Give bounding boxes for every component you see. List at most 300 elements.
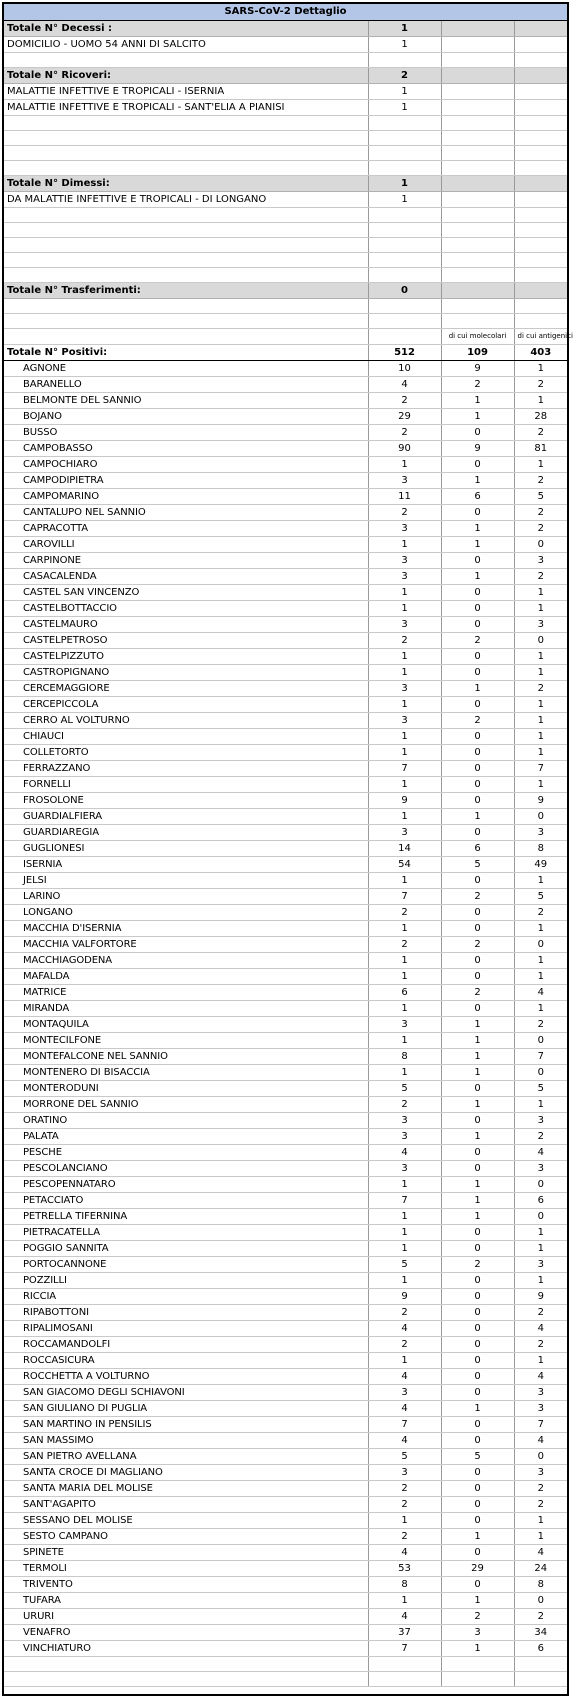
comune-total: 10 (368, 360, 441, 376)
comune-row (4, 1144, 567, 1160)
comune-molecolari: 0 (441, 1000, 514, 1016)
comune-row (4, 488, 567, 504)
comune-antigenici: 3 (514, 1256, 567, 1272)
comune-molecolari: 0 (441, 1112, 514, 1128)
comune-total: 7 (368, 1416, 441, 1432)
comune-name: MONTERODUNI (4, 1080, 368, 1096)
comune-molecolari: 2 (441, 1256, 514, 1272)
comune-row (4, 664, 567, 680)
comune-total: 4 (368, 376, 441, 392)
empty-row (4, 145, 567, 160)
comune-total: 1 (368, 664, 441, 680)
comune-total: 7 (368, 1192, 441, 1208)
comune-row (4, 536, 567, 552)
comune-total: 3 (368, 1384, 441, 1400)
comune-antigenici: 3 (514, 1400, 567, 1416)
comune-name: CAMPOBASSO (4, 440, 368, 456)
comune-antigenici: 6 (514, 1192, 567, 1208)
comune-molecolari: 0 (441, 776, 514, 792)
comune-row (4, 1544, 567, 1560)
comune-antigenici: 0 (514, 808, 567, 824)
comune-name: VINCHIATURO (4, 1640, 368, 1656)
comune-row (4, 1016, 567, 1032)
comune-name: CERCEPICCOLA (4, 696, 368, 712)
comune-antigenici: 1 (514, 1240, 567, 1256)
comune-row (4, 840, 567, 856)
comune-molecolari: 2 (441, 1608, 514, 1624)
comune-total: 1 (368, 696, 441, 712)
comune-total: 1 (368, 1032, 441, 1048)
comune-total: 11 (368, 488, 441, 504)
comune-molecolari: 0 (441, 696, 514, 712)
comune-row (4, 1608, 567, 1624)
comune-total: 4 (368, 1608, 441, 1624)
comune-molecolari: 0 (441, 456, 514, 472)
comune-total: 3 (368, 568, 441, 584)
comune-molecolari: 0 (441, 1304, 514, 1320)
ricoveri-total-row (4, 67, 567, 83)
comune-antigenici: 1 (514, 1000, 567, 1016)
positivi-antigenici-total: 403 (514, 344, 567, 360)
comune-molecolari: 0 (441, 600, 514, 616)
comune-molecolari: 0 (441, 616, 514, 632)
comune-total: 1 (368, 968, 441, 984)
comune-name: TERMOLI (4, 1560, 368, 1576)
comune-name: SAN GIULIANO DI PUGLIA (4, 1400, 368, 1416)
comune-row (4, 792, 567, 808)
comune-antigenici: 9 (514, 792, 567, 808)
comune-total: 4 (368, 1144, 441, 1160)
comune-antigenici: 4 (514, 1368, 567, 1384)
comune-name: TRIVENTO (4, 1576, 368, 1592)
comune-name: CASTELPIZZUTO (4, 648, 368, 664)
comune-molecolari: 0 (441, 1288, 514, 1304)
empty-row (4, 222, 567, 237)
comune-total: 9 (368, 1288, 441, 1304)
comune-antigenici: 1 (514, 776, 567, 792)
comune-antigenici: 3 (514, 824, 567, 840)
positivi-label: Totale N° Positivi: (4, 344, 368, 360)
comune-row (4, 1064, 567, 1080)
comune-antigenici: 1 (514, 952, 567, 968)
comune-total: 1 (368, 584, 441, 600)
comune-row (4, 1464, 567, 1480)
comune-name: BUSSO (4, 424, 368, 440)
comune-name: PALATA (4, 1128, 368, 1144)
comune-row (4, 1096, 567, 1112)
comune-name: FERRAZZANO (4, 760, 368, 776)
comune-total: 53 (368, 1560, 441, 1576)
comune-molecolari: 0 (441, 760, 514, 776)
comune-row (4, 1400, 567, 1416)
comune-total: 1 (368, 1176, 441, 1192)
comune-total: 1 (368, 952, 441, 968)
comune-name: POZZILLI (4, 1272, 368, 1288)
comune-molecolari: 0 (441, 1352, 514, 1368)
empty-row (4, 1671, 567, 1686)
comune-total: 2 (368, 1336, 441, 1352)
comune-name: SANT'AGAPITO (4, 1496, 368, 1512)
dimessi-item-value: 1 (368, 191, 441, 207)
comune-antigenici: 4 (514, 1144, 567, 1160)
comune-total: 1 (368, 776, 441, 792)
comune-total: 90 (368, 440, 441, 456)
comune-molecolari: 0 (441, 968, 514, 984)
comune-row (4, 1320, 567, 1336)
comune-antigenici: 4 (514, 1432, 567, 1448)
comune-antigenici: 3 (514, 1112, 567, 1128)
comune-molecolari: 2 (441, 376, 514, 392)
comune-name: CAMPODIPIETRA (4, 472, 368, 488)
comune-row (4, 968, 567, 984)
ricoveri-total: 2 (368, 67, 441, 83)
comune-molecolari: 1 (441, 808, 514, 824)
comune-name: MACCHIAGODENA (4, 952, 368, 968)
comune-antigenici: 4 (514, 1544, 567, 1560)
comune-total: 1 (368, 1064, 441, 1080)
comune-antigenici: 0 (514, 1032, 567, 1048)
comune-molecolari: 1 (441, 1208, 514, 1224)
comune-name: URURI (4, 1608, 368, 1624)
comune-molecolari: 1 (441, 1128, 514, 1144)
comune-molecolari: 1 (441, 472, 514, 488)
detail-table-body (4, 4, 573, 1686)
comune-total: 2 (368, 392, 441, 408)
comune-row (4, 776, 567, 792)
comune-antigenici: 3 (514, 616, 567, 632)
comune-row (4, 1032, 567, 1048)
decessi-total: 1 (368, 20, 441, 36)
comune-row (4, 1480, 567, 1496)
comune-antigenici: 5 (514, 1080, 567, 1096)
comune-total: 37 (368, 1624, 441, 1640)
empty-row (4, 52, 567, 67)
comune-name: MORRONE DEL SANNIO (4, 1096, 368, 1112)
ricoveri-item-value: 1 (368, 83, 441, 99)
comune-name: MATRICE (4, 984, 368, 1000)
comune-row (4, 1080, 567, 1096)
ricoveri-item-label: MALATTIE INFETTIVE E TROPICALI - ISERNIA (4, 83, 368, 99)
comune-name: ROCCAMANDOLFI (4, 1336, 368, 1352)
comune-total: 3 (368, 1128, 441, 1144)
comune-row (4, 920, 567, 936)
comune-antigenici: 3 (514, 1464, 567, 1480)
comune-total: 3 (368, 1112, 441, 1128)
comune-antigenici: 1 (514, 1272, 567, 1288)
comune-row (4, 744, 567, 760)
comune-name: MAFALDA (4, 968, 368, 984)
ricoveri-item-value: 1 (368, 99, 441, 115)
col-header-molecolari: di cui molecolari (441, 328, 514, 344)
comune-row (4, 424, 567, 440)
comune-name: MIRANDA (4, 1000, 368, 1016)
empty-row (4, 313, 567, 328)
comune-antigenici: 4 (514, 1320, 567, 1336)
comune-molecolari: 0 (441, 952, 514, 968)
comune-name: BOJANO (4, 408, 368, 424)
comune-molecolari: 0 (441, 1416, 514, 1432)
comune-molecolari: 0 (441, 1384, 514, 1400)
comune-total: 1 (368, 872, 441, 888)
comune-molecolari: 0 (441, 1544, 514, 1560)
comune-molecolari: 0 (441, 1272, 514, 1288)
ricoveri-item (4, 83, 567, 99)
comune-name: SAN MARTINO IN PENSILIS (4, 1416, 368, 1432)
comune-total: 7 (368, 760, 441, 776)
comune-row (4, 584, 567, 600)
comune-name: CASTEL SAN VINCENZO (4, 584, 368, 600)
comune-antigenici: 2 (514, 1304, 567, 1320)
comune-name: MACCHIA VALFORTORE (4, 936, 368, 952)
comune-antigenici: 0 (514, 936, 567, 952)
comune-row (4, 552, 567, 568)
comune-molecolari: 0 (441, 552, 514, 568)
comune-antigenici: 0 (514, 1592, 567, 1608)
comune-name: PETRELLA TIFERNINA (4, 1208, 368, 1224)
comune-molecolari: 6 (441, 488, 514, 504)
comune-name: RICCIA (4, 1288, 368, 1304)
comune-row (4, 1128, 567, 1144)
comune-total: 1 (368, 808, 441, 824)
comune-molecolari: 2 (441, 984, 514, 1000)
comune-total: 2 (368, 1096, 441, 1112)
comune-row (4, 1160, 567, 1176)
comune-molecolari: 1 (441, 392, 514, 408)
comune-name: PORTOCANNONE (4, 1256, 368, 1272)
comune-antigenici: 9 (514, 1288, 567, 1304)
comune-antigenici: 2 (514, 1608, 567, 1624)
comune-antigenici: 1 (514, 392, 567, 408)
comune-total: 1 (368, 1352, 441, 1368)
decessi-label: Totale N° Decessi : (4, 20, 368, 36)
col-header-antigenici: di cui antigenici (514, 328, 567, 344)
comune-row (4, 888, 567, 904)
comune-total: 3 (368, 712, 441, 728)
comune-total: 2 (368, 1528, 441, 1544)
comune-total: 4 (368, 1544, 441, 1560)
comune-row (4, 1208, 567, 1224)
comune-row (4, 696, 567, 712)
comune-molecolari: 1 (441, 1064, 514, 1080)
comune-molecolari: 1 (441, 520, 514, 536)
comune-row (4, 760, 567, 776)
comune-antigenici: 1 (514, 744, 567, 760)
comune-antigenici: 34 (514, 1624, 567, 1640)
comune-name: LARINO (4, 888, 368, 904)
comune-row (4, 904, 567, 920)
comune-row (4, 1192, 567, 1208)
comune-molecolari: 1 (441, 1048, 514, 1064)
comune-name: JELSI (4, 872, 368, 888)
comune-row (4, 1432, 567, 1448)
comune-row (4, 472, 567, 488)
comune-molecolari: 0 (441, 424, 514, 440)
comune-row (4, 728, 567, 744)
dimessi-item (4, 191, 567, 207)
comune-name: MONTEFALCONE NEL SANNIO (4, 1048, 368, 1064)
comune-antigenici: 2 (514, 1016, 567, 1032)
comune-name: LONGANO (4, 904, 368, 920)
comune-antigenici: 0 (514, 632, 567, 648)
comune-antigenici: 8 (514, 1576, 567, 1592)
comune-row (4, 360, 567, 376)
comune-molecolari: 2 (441, 712, 514, 728)
comune-antigenici: 4 (514, 984, 567, 1000)
dimessi-total: 1 (368, 175, 441, 191)
comune-antigenici: 24 (514, 1560, 567, 1576)
comune-row (4, 456, 567, 472)
positivi-column-header-row (4, 328, 567, 344)
comune-total: 8 (368, 1576, 441, 1592)
comune-row (4, 872, 567, 888)
empty-row (4, 267, 567, 282)
comune-antigenici: 6 (514, 1640, 567, 1656)
comune-name: MACCHIA D'ISERNIA (4, 920, 368, 936)
comune-molecolari: 0 (441, 1480, 514, 1496)
empty-row (4, 160, 567, 175)
comune-total: 1 (368, 1512, 441, 1528)
comune-total: 3 (368, 680, 441, 696)
comune-name: MONTAQUILA (4, 1016, 368, 1032)
comune-molecolari: 1 (441, 1016, 514, 1032)
comune-molecolari: 0 (441, 664, 514, 680)
comune-molecolari: 0 (441, 872, 514, 888)
comune-total: 54 (368, 856, 441, 872)
comune-total: 3 (368, 520, 441, 536)
comune-antigenici: 2 (514, 472, 567, 488)
comune-antigenici: 2 (514, 520, 567, 536)
comune-name: PESCHE (4, 1144, 368, 1160)
comune-total: 1 (368, 728, 441, 744)
comune-name: RIPALIMOSANI (4, 1320, 368, 1336)
comune-molecolari: 0 (441, 1160, 514, 1176)
comune-antigenici: 49 (514, 856, 567, 872)
comune-antigenici: 1 (514, 920, 567, 936)
comune-molecolari: 0 (441, 728, 514, 744)
comune-molecolari: 1 (441, 1640, 514, 1656)
comune-total: 4 (368, 1368, 441, 1384)
comune-molecolari: 1 (441, 1528, 514, 1544)
comune-total: 29 (368, 408, 441, 424)
comune-antigenici: 1 (514, 648, 567, 664)
trasferimenti-total-row (4, 282, 567, 298)
comune-name: POGGIO SANNITA (4, 1240, 368, 1256)
comune-total: 3 (368, 552, 441, 568)
comune-molecolari: 0 (441, 1464, 514, 1480)
comune-row (4, 1240, 567, 1256)
comune-antigenici: 7 (514, 760, 567, 776)
comune-molecolari: 0 (441, 744, 514, 760)
comune-name: SPINETE (4, 1544, 368, 1560)
comune-row (4, 1592, 567, 1608)
comune-antigenici: 2 (514, 424, 567, 440)
comune-molecolari: 2 (441, 888, 514, 904)
comune-name: CAMPOMARINO (4, 488, 368, 504)
comune-antigenici: 3 (514, 552, 567, 568)
ricoveri-label: Totale N° Ricoveri: (4, 67, 368, 83)
comune-antigenici: 1 (514, 456, 567, 472)
comune-total: 9 (368, 792, 441, 808)
comune-total: 4 (368, 1400, 441, 1416)
comune-name: AGNONE (4, 360, 368, 376)
comune-name: GUARDIALFIERA (4, 808, 368, 824)
comune-total: 1 (368, 1240, 441, 1256)
comune-molecolari: 2 (441, 632, 514, 648)
comune-antigenici: 0 (514, 536, 567, 552)
comune-molecolari: 29 (441, 1560, 514, 1576)
comune-antigenici: 1 (514, 664, 567, 680)
comune-molecolari: 0 (441, 648, 514, 664)
comune-total: 1 (368, 920, 441, 936)
comune-total: 8 (368, 1048, 441, 1064)
comune-row (4, 952, 567, 968)
comune-antigenici: 5 (514, 888, 567, 904)
comune-name: SAN PIETRO AVELLANA (4, 1448, 368, 1464)
comune-row (4, 392, 567, 408)
comune-total: 1 (368, 1224, 441, 1240)
comune-total: 2 (368, 1496, 441, 1512)
comune-total: 2 (368, 1304, 441, 1320)
comune-molecolari: 1 (441, 1192, 514, 1208)
comune-molecolari: 1 (441, 536, 514, 552)
comune-name: SANTA MARIA DEL MOLISE (4, 1480, 368, 1496)
comune-name: MONTECILFONE (4, 1032, 368, 1048)
comune-molecolari: 3 (441, 1624, 514, 1640)
comune-total: 2 (368, 904, 441, 920)
comune-antigenici: 2 (514, 1480, 567, 1496)
comune-name: CAMPOCHIARO (4, 456, 368, 472)
comune-antigenici: 81 (514, 440, 567, 456)
comune-name: SAN GIACOMO DEGLI SCHIAVONI (4, 1384, 368, 1400)
comune-antigenici: 2 (514, 568, 567, 584)
comune-molecolari: 2 (441, 936, 514, 952)
comune-antigenici: 1 (514, 1512, 567, 1528)
comune-name: RIPABOTTONI (4, 1304, 368, 1320)
comune-total: 1 (368, 456, 441, 472)
comune-row (4, 1496, 567, 1512)
comune-name: CERCEMAGGIORE (4, 680, 368, 696)
empty-row (4, 252, 567, 267)
decessi-item-label: DOMICILIO - UOMO 54 ANNI DI SALCITO (4, 36, 368, 52)
comune-row (4, 824, 567, 840)
comune-molecolari: 1 (441, 408, 514, 424)
comune-molecolari: 0 (441, 1240, 514, 1256)
comune-row (4, 600, 567, 616)
comune-molecolari: 0 (441, 504, 514, 520)
comune-total: 3 (368, 616, 441, 632)
comune-antigenici: 1 (514, 696, 567, 712)
comune-molecolari: 0 (441, 904, 514, 920)
comune-molecolari: 9 (441, 360, 514, 376)
trasferimenti-label: Totale N° Trasferimenti: (4, 282, 368, 298)
comune-name: ROCCHETTA A VOLTURNO (4, 1368, 368, 1384)
comune-name: SAN MASSIMO (4, 1432, 368, 1448)
comune-antigenici: 0 (514, 1064, 567, 1080)
comune-row (4, 712, 567, 728)
comune-row (4, 1112, 567, 1128)
comune-name: SESSANO DEL MOLISE (4, 1512, 368, 1528)
comune-total: 4 (368, 1432, 441, 1448)
comune-row (4, 856, 567, 872)
comune-row (4, 1560, 567, 1576)
comune-row (4, 1224, 567, 1240)
comune-row (4, 632, 567, 648)
comune-name: CAPRACOTTA (4, 520, 368, 536)
comune-name: CASTROPIGNANO (4, 664, 368, 680)
comune-molecolari: 0 (441, 824, 514, 840)
comune-row (4, 1304, 567, 1320)
comune-molecolari: 1 (441, 1176, 514, 1192)
